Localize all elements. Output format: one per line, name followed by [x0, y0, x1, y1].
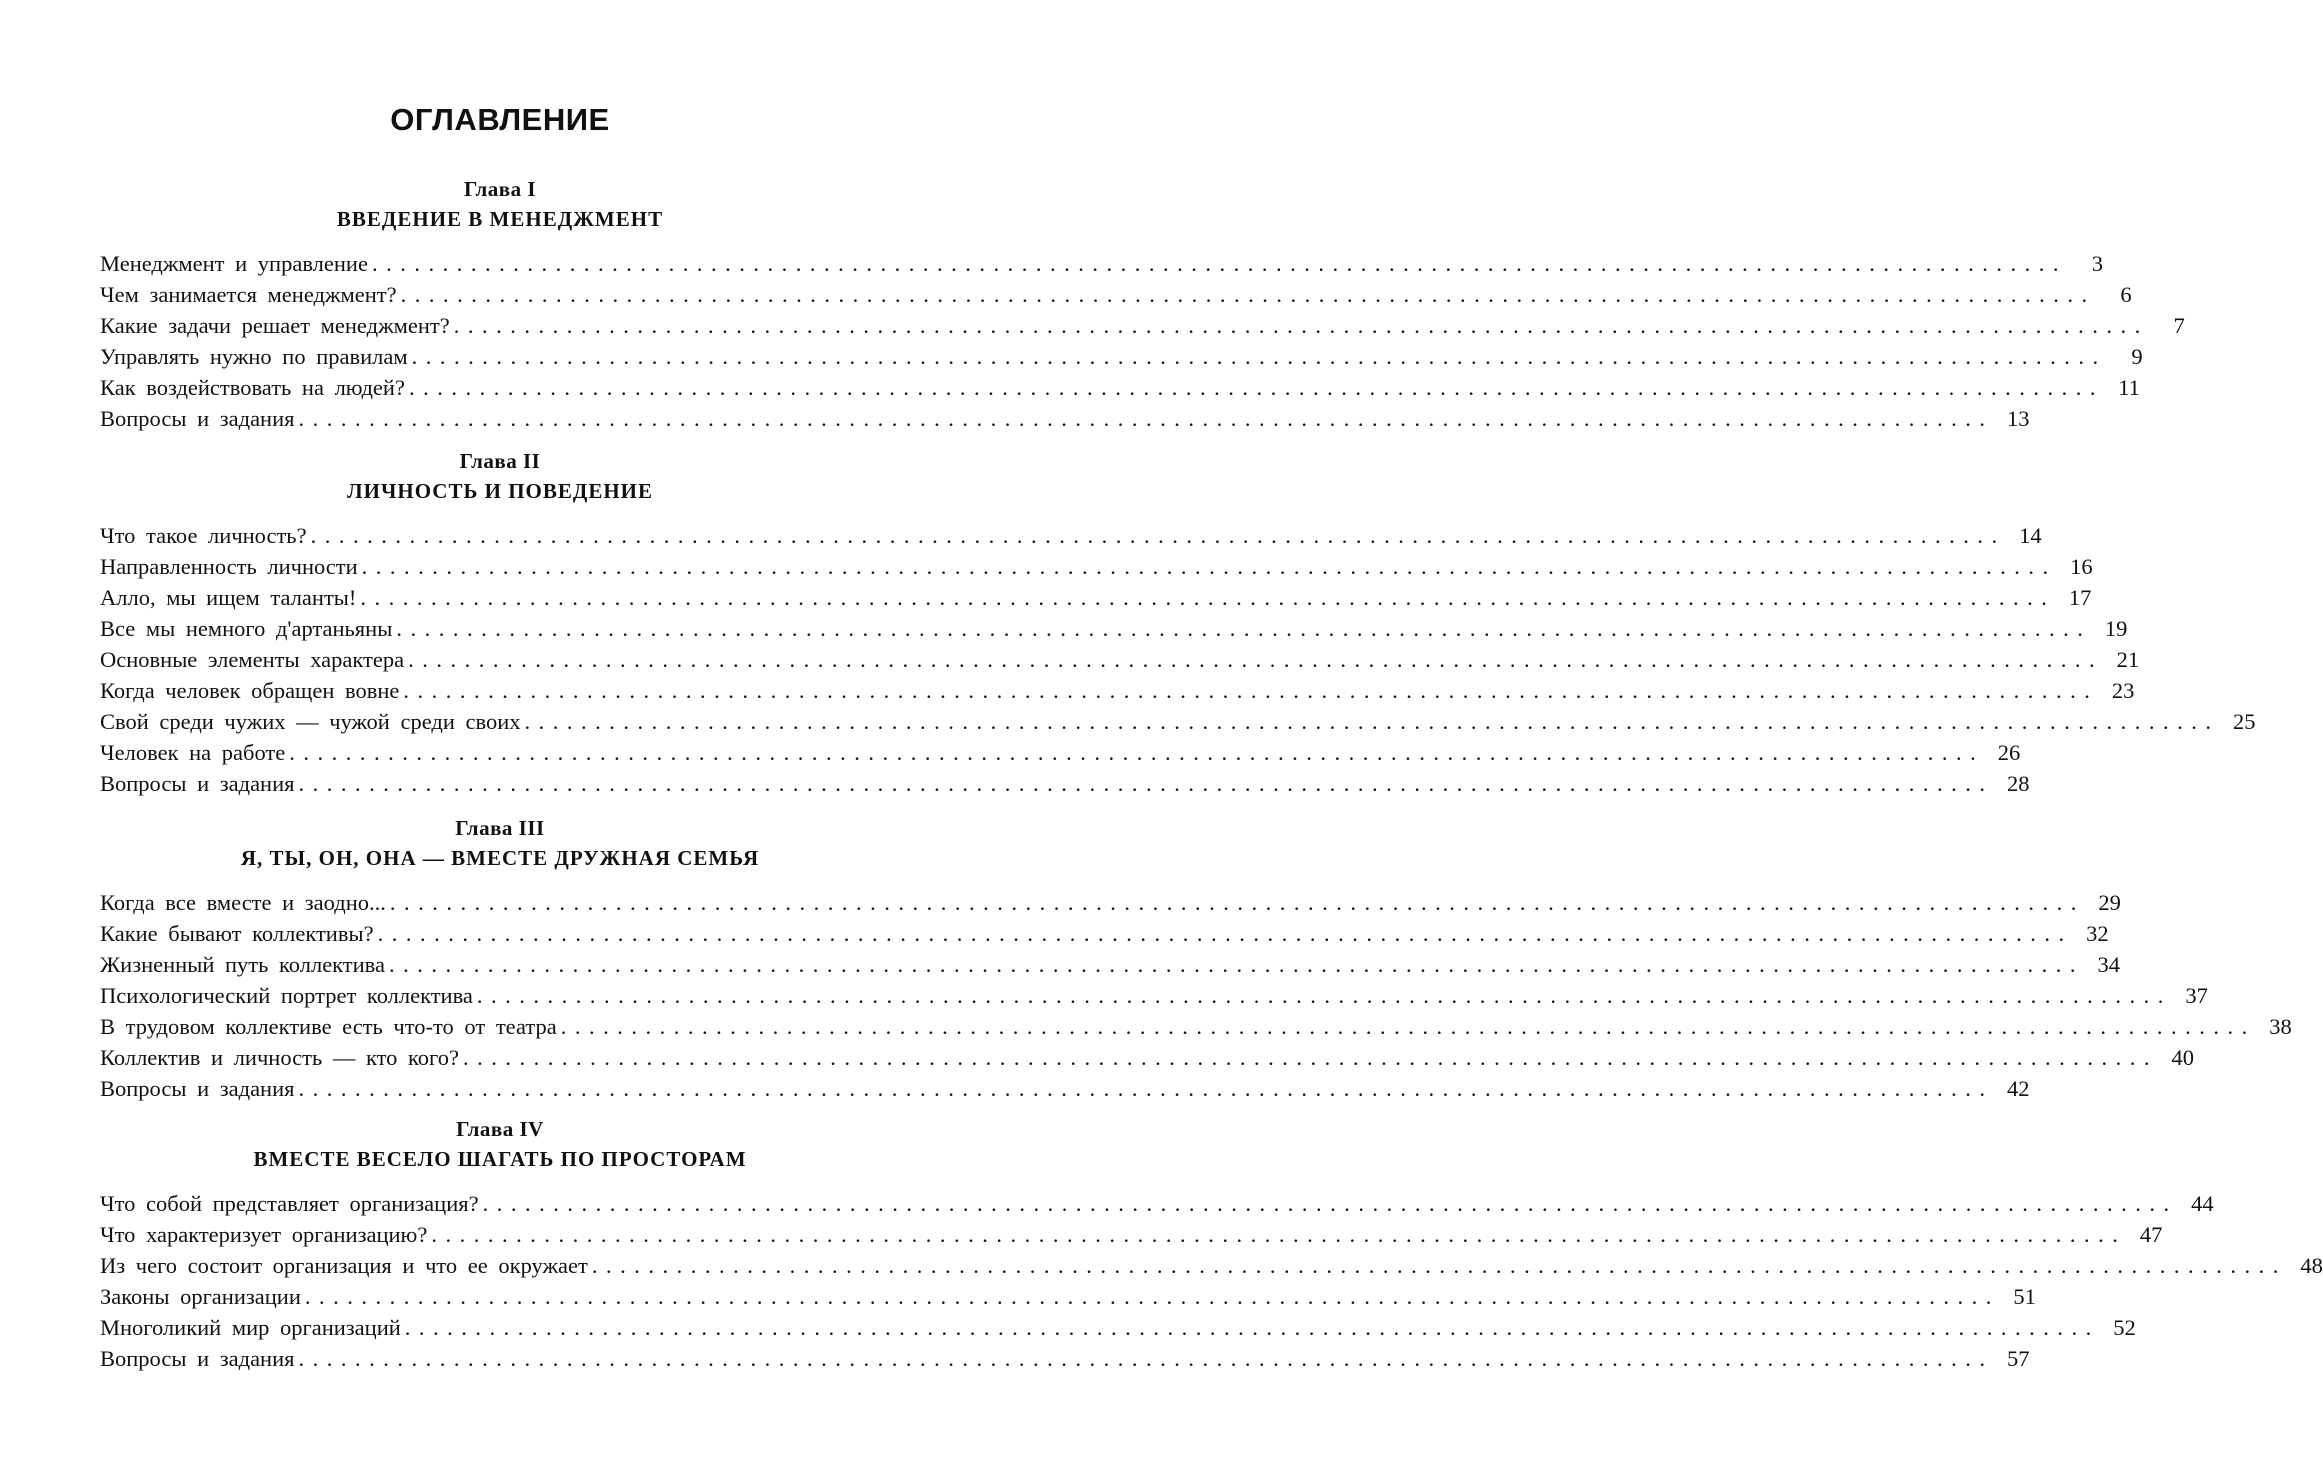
toc-entry[interactable]: [100, 341, 2143, 372]
chapter-section: [100, 448, 2256, 799]
toc-entry[interactable]: [100, 1042, 2194, 1073]
toc-entry-page: 51: [2013, 1284, 2036, 1309]
chapter-label: Глава II: [459, 449, 541, 473]
dot-leader: ........................................................................................................................: [389, 952, 2084, 977]
chapter-section: [100, 176, 2185, 434]
toc-entry-page: 21: [2116, 647, 2140, 672]
toc-entry[interactable]: [100, 1281, 2036, 1312]
dot-leader: ........................................................................................................................: [304, 1284, 2000, 1309]
dot-leader: ........................................................................................................................: [453, 313, 2149, 338]
dot-leader: ........................................................................................................................: [298, 1076, 1994, 1101]
toc-entry-page: 7: [2173, 313, 2185, 338]
chapter-title: ВМЕСТЕ ВЕСЕЛО ШАГАТЬ ПО ПРОСТОРАМ: [253, 1147, 747, 1171]
toc-entry-title: Вопросы и задания: [100, 406, 295, 431]
toc-entry-page: 52: [2113, 1315, 2136, 1340]
toc-entry-page: 40: [2171, 1045, 2194, 1070]
toc-entry-page: 38: [2269, 1014, 2292, 1039]
toc-entry-title: Вопросы и задания: [100, 1346, 295, 1371]
dot-leader: ........................................................................................................................: [400, 282, 2096, 307]
dot-leader: ........................................................................................................................: [431, 1222, 2127, 1247]
toc-entry[interactable]: [100, 1011, 2292, 1042]
dot-leader: ........................................................................................................................: [289, 740, 1985, 765]
toc-entry[interactable]: [100, 949, 2120, 980]
toc-entry-page: 23: [2111, 678, 2135, 703]
dot-leader: ........................................................................................................................: [408, 375, 2104, 400]
toc-entry-title: Вопросы и задания: [100, 771, 295, 796]
toc-entry[interactable]: [100, 248, 2103, 279]
toc-entry-title: Многоликий мир организаций: [100, 1315, 401, 1340]
toc-entry-title: Что такое личность?: [100, 523, 307, 548]
toc-entry[interactable]: [100, 1343, 2030, 1374]
toc-entry[interactable]: [100, 675, 2135, 706]
toc-entry-page: 48: [2300, 1253, 2323, 1278]
dot-leader: ........................................................................................................................: [360, 585, 2056, 610]
dot-leader: ........................................................................................................................: [476, 983, 2172, 1008]
chapter-label: Глава I: [463, 177, 537, 201]
dot-leader: ........................................................................................................................: [396, 616, 2092, 641]
toc-entry-title: Законы организации: [100, 1284, 301, 1309]
toc-entry[interactable]: [100, 980, 2208, 1011]
toc-entry-title: В трудовом коллективе есть что-то от театра: [100, 1014, 557, 1039]
chapter-section: [100, 1116, 2323, 1374]
toc-entry-title: Все мы немного д'артаньяны: [100, 616, 393, 641]
chapter-label: Глава III: [455, 816, 545, 840]
dot-leader: ........................................................................................................................: [361, 554, 2057, 579]
dot-leader: ........................................................................................................................: [462, 1045, 2158, 1070]
toc-entry-title: Какие задачи решает менеджмент?: [100, 313, 450, 338]
toc-entry-title: Когда все вместе и заодно...: [100, 890, 386, 915]
toc-entry-page: 57: [2007, 1346, 2030, 1371]
dot-leader: ........................................................................................................................: [298, 771, 1994, 796]
chapter-title: ЛИЧНОСТЬ И ПОВЕДЕНИЕ: [346, 479, 654, 503]
toc-entry[interactable]: [100, 1188, 2214, 1219]
toc-entry-list: [100, 520, 2256, 799]
toc-entry[interactable]: [100, 372, 2140, 403]
toc-entry-title: Из чего состоит организация и что ее окружает: [100, 1253, 588, 1278]
toc-entry-title: Чем занимается менеджмент?: [100, 282, 397, 307]
toc-entry-list: [100, 887, 2292, 1104]
toc-entry[interactable]: [100, 918, 2109, 949]
toc-entry[interactable]: [100, 887, 2121, 918]
toc-entry-page: 44: [2191, 1191, 2214, 1216]
toc-entry[interactable]: [100, 644, 2140, 675]
dot-leader: ........................................................................................................................: [411, 344, 2107, 369]
toc-entry-page: 26: [1997, 740, 2021, 765]
toc-entry-title: Что собой представляет организация?: [100, 1191, 479, 1216]
toc-entry-page: 6: [2120, 282, 2132, 307]
toc-entry-page: 47: [2139, 1222, 2163, 1247]
dot-leader: ........................................................................................................................: [560, 1014, 2256, 1039]
dot-leader: ........................................................................................................................: [389, 890, 2085, 915]
toc-entry-page: 25: [2233, 709, 2256, 734]
toc-entry-page: 42: [2007, 1076, 2030, 1101]
dot-leader: ........................................................................................................................: [524, 709, 2220, 734]
toc-entry[interactable]: [100, 279, 2132, 310]
dot-leader: ........................................................................................................................: [482, 1191, 2178, 1216]
toc-entry-title: Управлять нужно по правилам: [100, 344, 408, 369]
page-title: ОГЛАВЛЕНИЕ: [390, 102, 610, 137]
toc-entry-title: Человек на работе: [100, 740, 286, 765]
toc-entry[interactable]: [100, 706, 2256, 737]
toc-entry[interactable]: [100, 551, 2093, 582]
toc-entry[interactable]: [100, 310, 2185, 341]
toc-entry-page: 11: [2118, 375, 2140, 400]
toc-entry-page: 28: [2007, 771, 2030, 796]
chapter-section: [100, 815, 2292, 1104]
toc-entry-title: Какие бывают коллективы?: [100, 921, 374, 946]
toc-entry-page: 3: [2091, 251, 2103, 276]
toc-entry[interactable]: [100, 582, 2092, 613]
chapter-title: Я, ТЫ, ОН, ОНА — ВМЕСТЕ ДРУЖНАЯ СЕМЬЯ: [240, 846, 760, 870]
toc-entry-title: Свой среди чужих — чужой среди своих: [100, 709, 521, 734]
toc-entry[interactable]: [100, 1219, 2163, 1250]
toc-entry[interactable]: [100, 613, 2128, 644]
dot-leader: ........................................................................................................................: [591, 1253, 2287, 1278]
dot-leader: ........................................................................................................................: [404, 1315, 2100, 1340]
toc-entry-page: 37: [2185, 983, 2208, 1008]
toc-entry-page: 29: [2098, 890, 2121, 915]
toc-entry[interactable]: [100, 403, 2030, 434]
chapter-label: Глава IV: [456, 1117, 544, 1141]
toc-entry-page: 34: [2097, 952, 2120, 977]
toc-entry[interactable]: [100, 768, 2030, 799]
toc-entry[interactable]: [100, 520, 2042, 551]
dot-leader: ........................................................................................................................: [371, 251, 2067, 276]
toc-entry-title: Что характеризует организацию?: [100, 1222, 428, 1247]
toc-entry-title: Вопросы и задания: [100, 1076, 295, 1101]
toc-entry-page: 9: [2131, 344, 2143, 369]
toc-entry-list: [100, 1188, 2323, 1374]
toc-entry-title: Менеджмент и управление: [100, 251, 368, 276]
dot-leader: ........................................................................................................................: [298, 406, 1994, 431]
toc-entry-title: Коллектив и личность — кто кого?: [100, 1045, 459, 1070]
dot-leader: ........................................................................................................................: [298, 1346, 1994, 1371]
chapter-title: ВВЕДЕНИЕ В МЕНЕДЖМЕНТ: [336, 207, 664, 231]
toc-entry-list: [100, 248, 2185, 434]
toc-entry-title: Психологический портрет коллектива: [100, 983, 473, 1008]
dot-leader: ........................................................................................................................: [377, 921, 2073, 946]
toc-entry-title: Направленность личности: [100, 554, 358, 579]
toc-entry[interactable]: [100, 1073, 2030, 1104]
toc-entry-title: Когда человек обращен вовне: [100, 678, 400, 703]
toc-entry-title: Как воздействовать на людей?: [100, 375, 405, 400]
toc-entry-page: 17: [2068, 585, 2092, 610]
dot-leader: ........................................................................................................................: [310, 523, 2006, 548]
dot-leader: ........................................................................................................................: [403, 678, 2099, 703]
toc-entry-page: 14: [2019, 523, 2042, 548]
toc-entry[interactable]: [100, 1250, 2323, 1281]
toc-entry-title: Алло, мы ищем таланты!: [100, 585, 357, 610]
toc-entry-title: Основные элементы характера: [100, 647, 405, 672]
toc-entry-page: 13: [2007, 406, 2030, 431]
toc-entry[interactable]: [100, 737, 2021, 768]
toc-entry-page: 16: [2070, 554, 2093, 579]
toc-entry-page: 19: [2104, 616, 2128, 641]
toc-entry-page: 32: [2086, 921, 2109, 946]
toc-entry[interactable]: [100, 1312, 2136, 1343]
toc-entry-title: Жизненный путь коллектива: [100, 952, 385, 977]
dot-leader: ........................................................................................................................: [408, 647, 2104, 672]
